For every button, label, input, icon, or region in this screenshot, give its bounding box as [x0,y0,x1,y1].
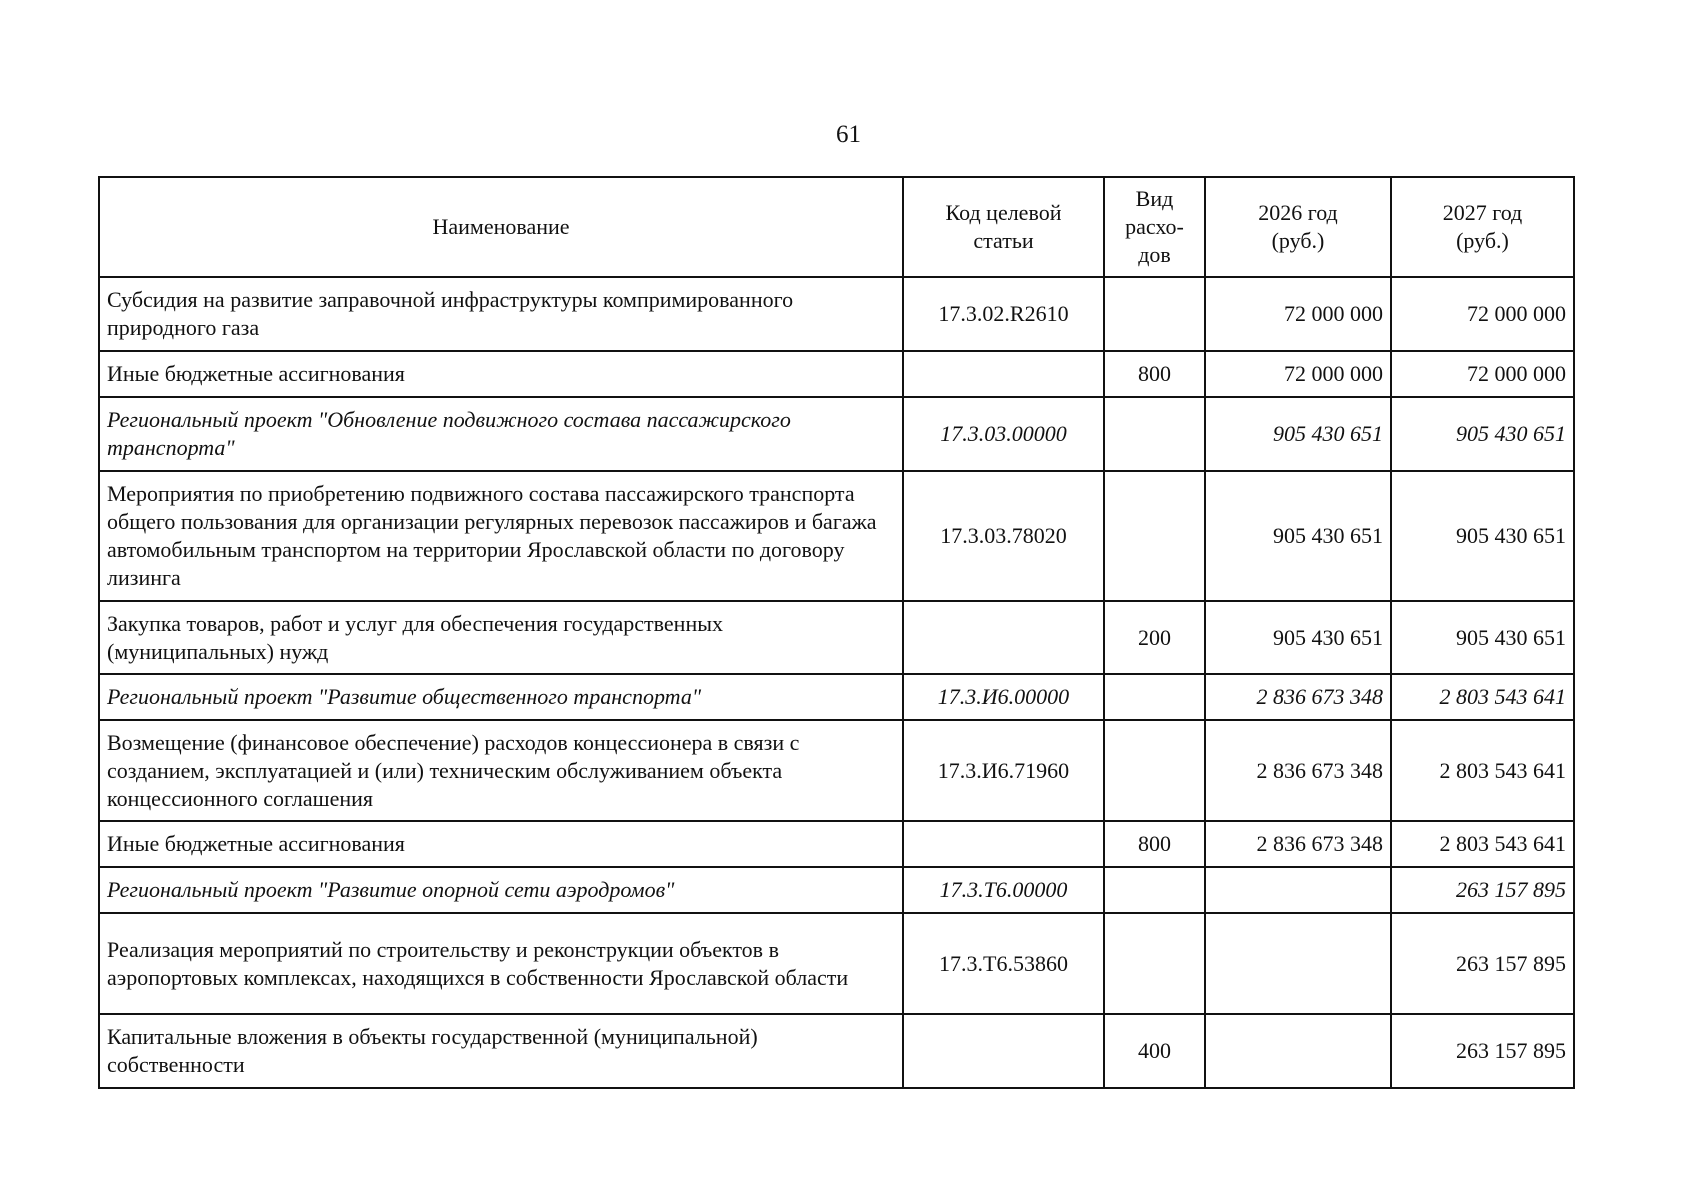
table-row [99,471,1574,601]
row-amount-2027: 2 803 543 641 [1391,720,1574,821]
table-row [99,720,1574,821]
row-amount-2026 [1205,913,1391,1014]
row-amount-2027: 905 430 651 [1391,601,1574,674]
row-expense-type [1104,720,1205,821]
row-code [903,601,1104,674]
row-expense-type [1104,277,1205,351]
row-amount-2026 [1205,1014,1391,1088]
row-code [903,821,1104,867]
row-expense-type [1104,397,1205,471]
row-amount-2026: 2 836 673 348 [1205,720,1391,821]
table-row [99,397,1574,471]
row-expense-type: 800 [1104,821,1205,867]
table-row [99,1014,1574,1088]
table-row [99,867,1574,913]
row-expense-type: 800 [1104,351,1205,397]
row-code: 17.3.03.78020 [903,471,1104,601]
header-year-2026: 2026 год (руб.) [1205,177,1391,277]
row-amount-2027: 263 157 895 [1391,913,1574,1014]
row-name: Возмещение (финансовое обеспечение) расходов концессионера в связи с созданием, эксплуатацией и (или) техническим обслуживанием объекта концессионного соглашения [99,720,903,821]
row-expense-type [1104,913,1205,1014]
table-row [99,821,1574,867]
row-name: Реализация мероприятий по строительству и реконструкции объектов в аэропортовых комплексах, находящихся в собственности Ярославской области [99,913,903,1014]
table-row [99,351,1574,397]
header-code: Код целевой статьи [903,177,1104,277]
row-amount-2026: 2 836 673 348 [1205,821,1391,867]
row-code: 17.3.Т6.00000 [903,867,1104,913]
row-expense-type [1104,867,1205,913]
row-amount-2027: 72 000 000 [1391,277,1574,351]
table-row [99,913,1574,1014]
table-row [99,277,1574,351]
table-body [99,277,1574,1088]
row-amount-2026: 2 836 673 348 [1205,674,1391,720]
row-amount-2027: 72 000 000 [1391,351,1574,397]
table-row [99,674,1574,720]
row-amount-2026: 905 430 651 [1205,397,1391,471]
row-expense-type [1104,471,1205,601]
budget-table [98,176,1575,1089]
row-code: 17.3.Т6.53860 [903,913,1104,1014]
row-expense-type [1104,674,1205,720]
row-amount-2026 [1205,867,1391,913]
row-amount-2027: 905 430 651 [1391,471,1574,601]
row-amount-2026: 905 430 651 [1205,471,1391,601]
table-row [99,601,1574,674]
row-code [903,351,1104,397]
row-name: Региональный проект "Развитие опорной сети аэродромов" [99,867,903,913]
row-code: 17.3.02.R2610 [903,277,1104,351]
row-amount-2026: 72 000 000 [1205,351,1391,397]
row-amount-2027: 263 157 895 [1391,867,1574,913]
row-name: Мероприятия по приобретению подвижного состава пассажирского транспорта общего пользования для организации регулярных перевозок пассажиров и багажа автомобильным транспортом на территории Ярославской области по договору лизинга [99,471,903,601]
row-code: 17.3.И6.00000 [903,674,1104,720]
row-amount-2026: 72 000 000 [1205,277,1391,351]
row-code: 17.3.03.00000 [903,397,1104,471]
row-expense-type: 400 [1104,1014,1205,1088]
row-name: Субсидия на развитие заправочной инфраструктуры компримированного природного газа [99,277,903,351]
header-expense-type: Вид расхо- дов [1104,177,1205,277]
row-amount-2027: 905 430 651 [1391,397,1574,471]
header-year-2027: 2027 год (руб.) [1391,177,1574,277]
row-code: 17.3.И6.71960 [903,720,1104,821]
row-name: Региональный проект "Развитие общественного транспорта" [99,674,903,720]
page-number: 61 [836,121,861,148]
row-code [903,1014,1104,1088]
row-amount-2026: 905 430 651 [1205,601,1391,674]
row-name: Капитальные вложения в объекты государственной (муниципальной) собственности [99,1014,903,1088]
row-name: Иные бюджетные ассигнования [99,821,903,867]
row-amount-2027: 2 803 543 641 [1391,674,1574,720]
row-amount-2027: 263 157 895 [1391,1014,1574,1088]
row-amount-2027: 2 803 543 641 [1391,821,1574,867]
row-name: Закупка товаров, работ и услуг для обеспечения государственных (муниципальных) нужд [99,601,903,674]
row-name: Иные бюджетные ассигнования [99,351,903,397]
header-name: Наименование [99,177,903,277]
table-header [99,177,1574,277]
row-name: Региональный проект "Обновление подвижного состава пассажирского транспорта" [99,397,903,471]
row-expense-type: 200 [1104,601,1205,674]
